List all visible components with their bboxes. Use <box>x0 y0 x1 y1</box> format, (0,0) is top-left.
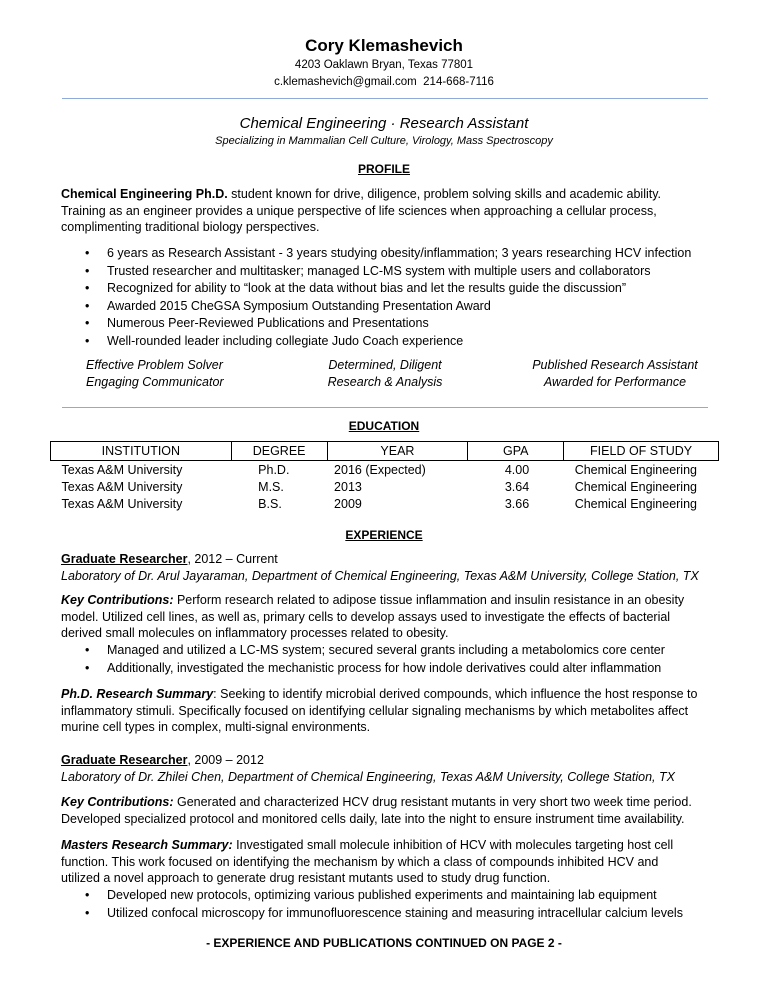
list-item <box>85 315 705 333</box>
paragraph-text: : Seeking to identify microbial derived compounds, which influence the host response to <box>213 687 698 701</box>
paragraph-text: Investigated small molecule inhibition of HCV with molecules targeting host cell <box>232 838 674 852</box>
bullet-icon: • <box>85 281 90 296</box>
cell-gpa: 4.00 <box>504 462 530 477</box>
list-item-text: 6 years as Research Assistant - 3 years studying obesity/inflammation; 3 years researching HCV infection <box>107 246 692 260</box>
cell-year: 2016 (Expected) <box>334 462 426 477</box>
paragraph-line <box>61 592 709 609</box>
profile-lead-bold: Chemical Engineering Ph.D. <box>61 187 228 201</box>
bullet-icon: • <box>85 246 90 260</box>
job-2-bullet-list <box>85 887 705 922</box>
profile-summary-line <box>61 186 709 203</box>
table-row <box>51 461 719 479</box>
education-table <box>50 441 719 512</box>
bullet-icon: • <box>85 905 90 920</box>
profile-lead-text: student known for drive, diligence, problem solving skills and academic ability. <box>227 187 662 201</box>
section-label: Key Contributions: <box>61 795 174 809</box>
bullet-icon: • <box>85 660 90 675</box>
paragraph-line: model. Utilized cell lines, as well as, primary cells to develop assays used to investigate the effects of bacterial <box>61 609 671 624</box>
job-2-contributions <box>61 794 709 827</box>
list-item-text: Well-rounded leader including collegiate Judo Coach experience <box>107 333 464 348</box>
job-2-lab: Laboratory of Dr. Zhilei Chen, Department of Chemical Engineering, Texas A&M University, College Station, TX <box>61 770 675 784</box>
job-dates: , 2012 – Current <box>187 552 278 566</box>
job-1-contributions <box>61 592 709 642</box>
list-item <box>85 660 705 678</box>
list-item <box>85 333 705 351</box>
paragraph-line: murine cell types in complex, multi-signal environments. <box>61 720 371 735</box>
list-item-text: Additionally, investigated the mechanistic process for how indole derivatives could alter inflammation <box>107 660 662 675</box>
list-item <box>85 263 705 281</box>
bullet-icon: • <box>85 263 90 278</box>
paragraph-line: inflammatory stimuli. Specifically focused on identifying cellular signaling mechanisms by which metabolites affect <box>61 703 689 718</box>
paragraph-line: Developed specialized protocol and monitored cells daily, late into the night to ensure instrument time availability. <box>61 811 685 826</box>
list-item-text: Managed and utilized a LC-MS system; secured several grants including a metabolomics core center <box>107 643 665 657</box>
trait: Published Research Assistant <box>532 358 698 372</box>
column-header-institution: INSTITUTION <box>51 442 232 461</box>
list-item <box>85 642 705 660</box>
cell-institution: Texas A&M University <box>61 496 183 511</box>
cell-field: Chemical Engineering <box>574 479 697 494</box>
continued-notice: - EXPERIENCE AND PUBLICATIONS CONTINUED ON PAGE 2 - <box>206 936 562 950</box>
paragraph-line: function. This work focused on identifying the mechanism by which a class of compounds inhibited HCV and <box>61 854 659 869</box>
cell-institution: Texas A&M University <box>61 479 183 494</box>
paragraph-line: utilized a novel approach to generate drug resistant mutants used to study drug function. <box>61 871 551 886</box>
traits-column-2 <box>300 357 470 391</box>
job-1-bullet-list <box>85 642 705 677</box>
list-item <box>85 280 705 298</box>
profile-summary-line: Training as an engineer provides a unique perspective of life sciences when approaching a cellular process, <box>61 203 657 218</box>
paragraph-text: Generated and characterized HCV drug resistant mutants in very short two week time period. <box>173 795 692 809</box>
list-item-text: Recognized for ability to “look at the data without bias and let the results guide the discussion” <box>107 281 627 296</box>
job-1-research-summary <box>61 686 709 736</box>
cell-year: 2013 <box>334 479 362 494</box>
section-label: Key Contributions: <box>61 593 174 607</box>
job-2-masters-summary <box>61 837 709 887</box>
cell-gpa: 3.66 <box>504 496 530 511</box>
resume-name: Cory Klemashevich <box>305 36 463 55</box>
phone: 214-668-7116 <box>423 76 494 88</box>
job-title: Graduate Researcher <box>61 753 188 767</box>
address: 4203 Oaklawn Bryan, Texas 77801 <box>294 59 474 71</box>
job-1-lab: Laboratory of Dr. Arul Jayaraman, Department of Chemical Engineering, Texas A&M University, College Station, TX <box>61 569 699 583</box>
profile-heading: PROFILE <box>357 162 410 176</box>
education-heading: EDUCATION <box>348 419 420 433</box>
column-header-degree: DEGREE <box>231 442 327 461</box>
table-row <box>51 495 719 512</box>
trait: Effective Problem Solver <box>86 358 223 372</box>
header-divider <box>62 98 708 99</box>
bullet-icon: • <box>85 643 90 657</box>
job-dates: , 2009 – 2012 <box>187 753 264 767</box>
cell-degree: Ph.D. <box>258 462 290 477</box>
email: c.klemashevich@gmail.com <box>274 76 417 88</box>
list-item-text: Numerous Peer-Reviewed Publications and Presentations <box>107 316 429 331</box>
section-label: Ph.D. Research Summary <box>61 687 214 701</box>
headline-title: Chemical Engineering · Research Assistant <box>239 115 529 132</box>
list-item-text: Awarded 2015 CheGSA Symposium Outstanding Presentation Award <box>107 298 491 313</box>
paragraph-line <box>61 686 709 703</box>
bullet-icon: • <box>85 316 90 331</box>
table-row <box>51 478 719 495</box>
job-2-title-line <box>61 752 709 769</box>
trait: Research & Analysis <box>327 375 443 389</box>
list-item-text: Trusted researcher and multitasker; managed LC-MS system with multiple users and collaborators <box>107 263 651 278</box>
bullet-icon: • <box>85 298 90 313</box>
column-header-field: FIELD OF STUDY <box>564 442 719 461</box>
section-label: Masters Research Summary: <box>61 838 233 852</box>
traits-column-1 <box>86 357 224 391</box>
trait: Engaging Communicator <box>86 375 224 389</box>
cell-field: Chemical Engineering <box>574 496 697 511</box>
profile-divider <box>62 407 708 408</box>
cell-degree: M.S. <box>258 479 284 494</box>
list-item-text: Developed new protocols, optimizing various published experiments and maintaining lab equipment <box>107 888 657 902</box>
paragraph-line: derived small molecules on inflammatory processes related to obesity. <box>61 626 449 641</box>
profile-bullet-list <box>85 245 705 351</box>
trait: Awarded for Performance <box>543 375 687 389</box>
bullet-icon: • <box>85 888 90 902</box>
paragraph-line <box>61 794 709 811</box>
list-item <box>85 245 705 263</box>
experience-heading: EXPERIENCE <box>345 528 423 542</box>
list-item <box>85 887 705 905</box>
paragraph-text: Perform research related to adipose tissue inflammation and insulin resistance in an obesity <box>173 593 685 607</box>
cell-year: 2009 <box>334 496 362 511</box>
paragraph-line <box>61 837 709 854</box>
list-item-text: Utilized confocal microscopy for immunofluorescence staining and measuring intracellular calcium levels <box>107 905 683 920</box>
cell-institution: Texas A&M University <box>61 462 183 477</box>
profile-summary <box>61 186 709 236</box>
headline-subtitle: Specializing in Mammalian Cell Culture, Virology, Mass Spectroscopy <box>215 135 553 147</box>
profile-summary-line: complimenting traditional biology perspectives. <box>61 220 320 235</box>
cell-field: Chemical Engineering <box>574 462 697 477</box>
list-item <box>85 905 705 923</box>
job-1-title-line <box>61 551 709 568</box>
list-item <box>85 298 705 316</box>
column-header-gpa: GPA <box>468 442 564 461</box>
cell-gpa: 3.64 <box>504 479 530 494</box>
traits-column-3 <box>520 357 710 391</box>
table-header-row <box>51 442 719 461</box>
column-header-year: YEAR <box>327 442 468 461</box>
job-title: Graduate Researcher <box>61 552 188 566</box>
cell-degree: B.S. <box>258 496 282 511</box>
bullet-icon: • <box>85 333 90 348</box>
trait: Determined, Diligent <box>328 358 442 372</box>
contact-line <box>0 76 768 88</box>
